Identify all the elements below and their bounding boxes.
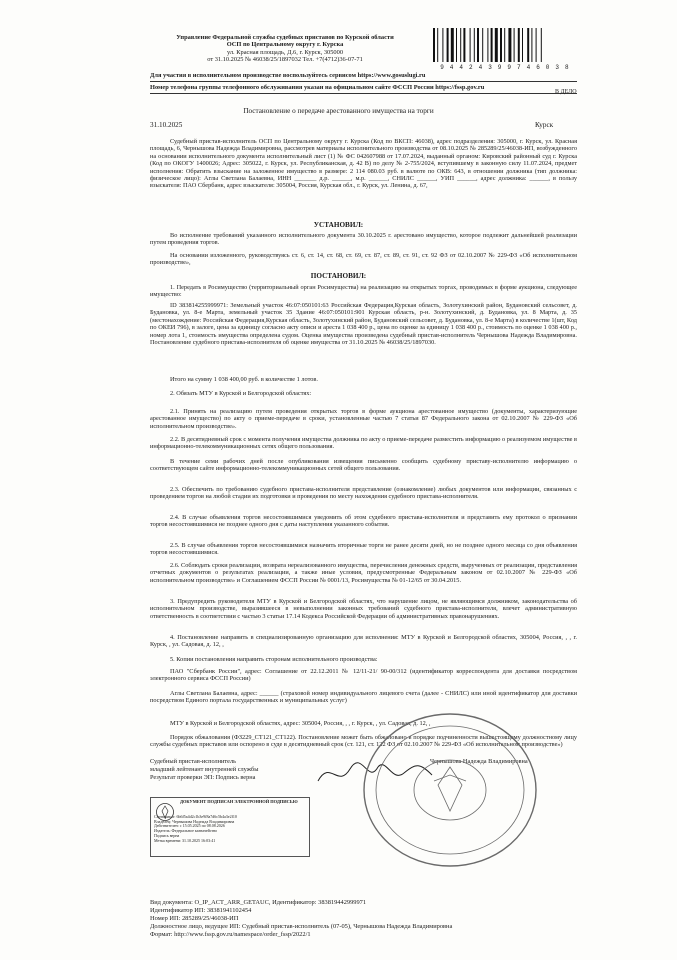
vdelo-mark: В ДЕЛО	[555, 89, 577, 95]
org-line2: ОСП по Центральному округу г. Курска	[226, 41, 344, 49]
footer-ip-id: Идентификатор ИП: 38381941102454	[150, 907, 252, 914]
org-line3: ул. Красная площадь, Д.6, г. Курск, 305000	[226, 48, 344, 56]
point-3: 3. Предупредить руководителя МТУ в Курской и Белгородской областях, что нарушение лицом, не являющимся должником, законодательства об исполнительном производстве, выразившееся в невыполнении законных требований судебного пристава-исполнителя, влечет административную ответственность в соответствии с частью 3 статьи 17.14 Кодекса Российской Федерации об административных правонарушениях.	[150, 598, 577, 620]
point-1: 1. Передать в Росимущество (территориальный орган Росимущества) на реализацию на открытых торгах, проводимых в форме аукциона, следующее имущество:	[150, 284, 577, 299]
document-city: Курск	[535, 121, 554, 129]
esign-line: Владелец: Чернышова Надежда Владимировна	[154, 818, 235, 824]
esign-line: Издатель: Федеральное казначейство	[154, 828, 218, 834]
esign-stamp	[150, 797, 310, 857]
appeal-order: Порядок обжалования (ФЗ229_СТ121_СТ122). Постановление может быть обжаловано в порядке подчиненности вышестоящему должностному лицу службы судебных приставов или оспорено в суде в десятидневный срок (ст. 121, ст. 122 ФЗ от 02.10.2007 № 229-ФЗ «Об исполнительном производстве»)	[150, 734, 577, 749]
point-5: 5. Копии постановления направить сторонам исполнительного производства:	[170, 656, 378, 663]
point-5c: МТУ в Курской и Белгородской областях, адрес: 305004, Россия, , , г. Курск, , ул. Садовая, д. 12, ,	[170, 720, 431, 727]
point-5b: Аглы Светлана Балаевна, адрес: ______ (страховой номер индивидуального лицевого счета (далее - СНИЛС) или иной идентификатор для доставки посредством Единого портала государственных и муниципальных услуг)	[150, 690, 577, 705]
divider	[150, 93, 577, 94]
ustanovil-heading: УСТАНОВИЛ:	[313, 221, 364, 229]
point-5a: ПАО "Сбербанк России", адрес: Соглашение от 22.12.2011 № 12/11-21/ 90-00/312 (идентификатор корреспондента для доставки посредством электронного сервиса ФССП России)	[150, 668, 577, 683]
signer-rank: младший лейтенант внутренней службы	[150, 766, 259, 773]
point-2-6: 2.6. Соблюдать сроки реализации, возврата нереализованного имущества, перечисления денежных средств, вырученных от реализации, представления отчетных документов о результатах реализации, а также иные условия, предусмотренные Федеральным законом от 02.10.2007 № 229-ФЗ «Об исполнительном производстве» и Соглашением ФССП России № 0001/13, Росимущества № 01-12/65 от 30.04.2015.	[150, 562, 577, 584]
org-line1: Управление Федеральной службы судебных приставов по Курской области	[176, 34, 394, 41]
signer-title: Судебный пристав-исполнитель	[150, 758, 236, 765]
ustanovil-text: Во исполнение требований указанного исполнительного документа 30.10.2025 г. арестовано имущество, которое подлежит дальнейшей реализации путем проведения торгов.	[150, 232, 577, 247]
footer-format: Формат: http://www.fssp.gov.ru/namespace/order_fssp/2022/1	[150, 931, 311, 938]
point-4: 4. Постановление направить в специализированную организацию для исполнения: МТУ в Курской и Белгородской областях, 305004, Россия, , , г. Курск, , ул. Садовая, д. 12, ,	[150, 634, 577, 649]
intro-paragraph: Судебный пристав-исполнитель ОСП по Центральному округу г. Курска (Код по ВКСП: 46038), адрес подразделения: 305000, г. Курск, ул. Красная площадь, 6, Чернышова Надежда Владимировна, рассмотрев материалы исполнительного производства от 08.10.2025 № 285289/25/46038-ИП, возбужденного на основании исполнительного документа исполнительный лист (1) № ФС 042607988 от 17.07.2024, выданный органом: Кировский районный суд г. Курска (Код по ОКОГУ 1400026; Адрес: 305022, г. Курск, ул. Республиканская, д. 42 В) по делу № 2-755/2024, вступившему в законную силу 11.07.2024, предмет исполнения: Обратить взыскание на заложенное имущество в размере: 2 114 080.03 руб. в валюте по ОКВ: 643, в отношении должника (тип должника: физическое лицо): Аглы Светлана Балаевна, ИНН _______ д.р. ______, м.р. ______, СНИЛС ______, УИП ______, адрес должника: ______, в пользу взыскателя: ПАО Сбербанк, адрес взыскателя: 305004, Россия, Курская обл., г. Курск, ул. Ленина, д. 67,	[150, 138, 577, 190]
esign-line: Подпись верна	[154, 832, 180, 838]
footer-doc-type: Вид документа: O_IP_ACT_ARR_GETAUC, Идентификатор: 383819442999971	[150, 899, 367, 906]
signature-check: Результат проверки ЭП: Подпись верна	[150, 774, 256, 781]
point-2-3: 2.3. Обеспечить по требованию судебного пристава-исполнителя представление (ознакомление) любых документов или информации, связанных с проведением торгов на любой стадии их подготовки и проведения по месту нахождения судебного пристава-исполнителя.	[150, 486, 577, 501]
esign-line: Действителен: с 15.05.2025 по 08.08.2026	[154, 823, 225, 829]
point-2: 2. Обязать МТУ в Курской и Белгородской областях:	[170, 390, 312, 397]
gosuslugi-note: Для участия в исполнительном производстве воспользуйтесь сервисом https://www.gosuslugi.ru	[150, 72, 426, 79]
document-title: Постановление о передаче арестованного имущества на торги	[243, 107, 434, 115]
barcode-number: 9 4 4 2 4 3 9 9 7 4 6 0 3 8	[440, 64, 570, 71]
esign-line: Метка времени: 31.10.2025 16:03:41	[154, 837, 216, 843]
esign-line: Сертификат: 6b6f5a4d2c1b3e9f8a7d6c5b4a3e2f10	[154, 813, 237, 819]
phone-note: Номер телефона группы телефонного обслуживания указан на официальном сайте ФССП России https://fssp.gov.ru	[150, 84, 485, 91]
barcode	[430, 28, 580, 64]
issuer-header	[150, 34, 420, 64]
footer-ip-number: Номер ИП: 285289/25/46038-ИП	[150, 915, 239, 922]
org-line4: от 31.10.2025 № 46038/25/1897032 Тел. +7(4712)36-07-71	[207, 56, 363, 64]
esign-title: ДОКУМЕНТ ПОДПИСАН ЭЛЕКТРОННОЙ ПОДПИСЬЮ	[180, 799, 298, 804]
document-date: 31.10.2025	[150, 121, 183, 129]
point-1-item: ID 383814255999971: Земельный участок 46:07:050101:63 Российская Федерация,Курская область, Золотухинский район, Будановский сельсовет, д. Будановка, ул. 8-е Марта, земельный участок 35 Здание 46:07:050101:901 Курская область, р-н. Золотухинский, д. Будановка, ул. 8 Марта, д. 35 (местонахождение: Российская Федерация,Курская область, Золотухинский район, Будановский сельсовет, д. Будановка, ул. 8-е Марта) в количестве 1(шт, Код по ОКЕИ 796), в залоге, цена за единицу согласно акту описи и ареста 1 038 400 р., цена по оценке за единицу 1 038 400 р., стоимость по оценке 1 038 400 р., номер лота 1, стоимость имущества определена судом. Оценка имущества произведена судебный пристав-исполнитель Чернышова Надежда Владимировна. Постановление судебного пристава-исполнителя об оценке имущества от 31.10.2025 № 46038/25/1897030.	[150, 302, 577, 347]
basis-paragraph: На основании изложенного, руководствуясь ст. 6, ст. 14, ст. 68, ст. 69, ст. 87, ст. 89, ст. 91, ст. 92 ФЗ от 02.10.2007 № 229-ФЗ «Об исполнительном производстве»,	[150, 252, 577, 267]
postanovil-heading: ПОСТАНОВИЛ:	[310, 272, 367, 280]
point-2-2: 2.2. В десятидневный срок с момента получения имущества должника по акту о приеме-передаче разместить информацию о реализуемом имуществе в информационно-телекоммуникационных сетях общего пользования.	[150, 436, 577, 451]
official-seal	[350, 705, 550, 875]
point-2-4: 2.4. В случае объявления торгов несостоявшимися уведомить об этом судебного пристава-исполнителя и представить ему протокол о признании торгов несостоявшимися не позднее одного дня с даты наступления указанного события.	[150, 514, 577, 529]
footer-official: Должностное лицо, ведущее ИП: Судебный пристав-исполнитель (07-05), Чернышова Надежда Владимировна	[150, 923, 453, 930]
point-2-1: 2.1. Принять на реализацию путем проведения открытых торгов в форме аукциона арестованное имущество (документы, характеризующие арестованное имущество) по акту о приеме-передаче в сроки, установленные частью 7 статьи 87 Федерального закона от 02.10.2007 № 229-ФЗ «Об исполнительном производстве».	[150, 408, 577, 430]
point-2-5: 2.5. В случае объявления торгов несостоявшимися назначить вторичные торги не ранее десяти дней, но не позднее одного месяца со дня объявления торгов несостоявшимися.	[150, 542, 577, 557]
divider	[150, 81, 577, 82]
coat-of-arms-icon	[155, 802, 175, 822]
signer-name: Чернышова Надежда Владимировна	[430, 758, 528, 765]
total-line: Итого на сумму 1 038 400,00 руб. в количестве 1 лотов.	[170, 376, 318, 383]
point-2-2b: В течение семи рабочих дней после опубликования извещения письменно сообщить судебному приставу-исполнителю информацию о соответствующем сайте информационно-телекоммуникационных сетей общего пользования.	[150, 458, 577, 473]
